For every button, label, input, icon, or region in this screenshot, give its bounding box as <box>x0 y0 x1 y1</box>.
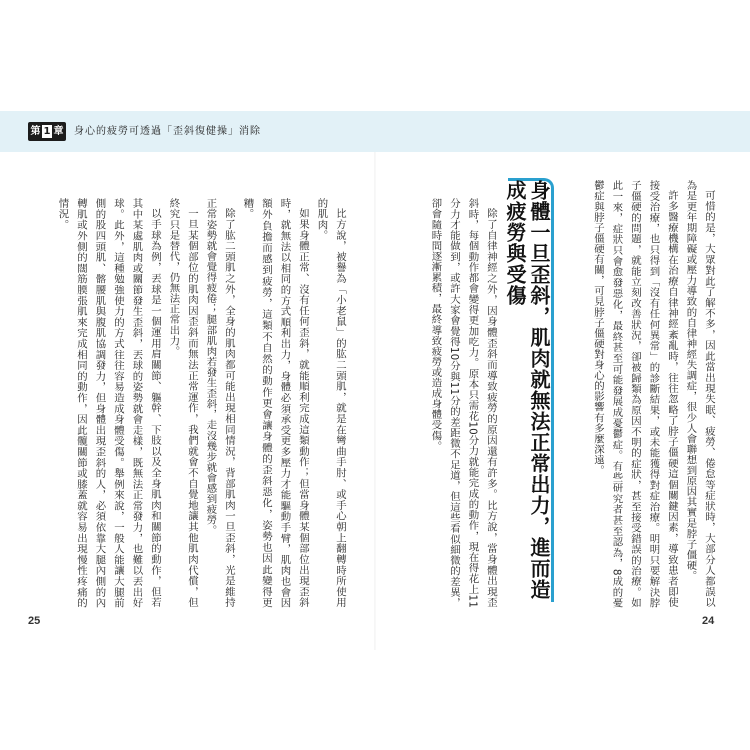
chapter-badge <box>28 122 66 141</box>
left-page-text <box>34 198 349 608</box>
page-number-right: 24 <box>702 615 715 627</box>
section-heading: 身體一旦歪斜，肌肉就無法正常出力，進而造成疲勞與受傷 <box>503 180 551 600</box>
page-gutter <box>374 152 376 650</box>
paragraph: 可惜的是，大眾對此了解不多，因此當出現失眠、疲勞、倦怠等症狀時，大部分人都誤以為是更年期障礙或壓力導致的自律神經失調症，很少人會聯想到原因其實是脖子僵硬。 <box>684 180 715 608</box>
page-number-left: 25 <box>28 615 41 627</box>
paragraph: 比方說，被譽為「小老鼠」的肱二頭肌，就是在彎曲手肘、或手心朝上翻轉時所使用的肌肉。 <box>315 198 346 608</box>
paragraph: 一旦某個部位的肌肉因歪斜而無法正常運作，我們就會不自覺地讓其他肌肉代償，但終究只是替代，仍無法正常出力。 <box>167 198 198 608</box>
paragraph: 除了肱二頭肌之外，全身的肌肉都可能出現相同情況，背部肌肉一旦歪斜，光是維持正常姿勢就會覺得疲倦；腿部肌肉若發生歪斜，走沒幾步就會感到疲勞。 <box>204 198 235 608</box>
chapter-title: 身心的疲勞可透過「歪斜復健操」消除 <box>74 126 261 137</box>
paragraph: 許多醫療機構在治療自律神經紊亂時，往往忽略了脖子僵硬這個關鍵因素，導致患者即使接受治療，也只得到「沒有任何異常」的診斷結果，或未能獲得對症治療。明明只要解決脖子僵硬的問題，就能立刻改善狀況，卻被歸類為原因不明的症狀，甚至接受錯誤的治療。如此一來，症狀只會愈發惡化，最終甚至可能發展成憂鬱症。有些研究者甚至認為，8成的憂鬱症與脖子僵硬有關，可見脖子僵硬對身心的影響有多麼深遠。 <box>592 180 678 608</box>
chapter-prefix: 第 <box>30 126 41 137</box>
right-page-section-text <box>400 198 500 608</box>
chapter-suffix: 章 <box>53 126 64 137</box>
paragraph: 以手球為例，丟球是一個運用肩關節、軀幹、下肢以及全身肌肉和關節的動作，但若其中某處肌肉或關節發生歪斜，丟球的姿勢就會走樣，既無法正常發力，也難以丟出好球。此外，這種勉強使力的方式往往容易造成身體受傷。舉例來說，一般人能讓大腿前側的股四頭肌、髂腰肌與腹肌協調發力，但身體出現歪斜的人，必須依靠大腿內側的內轉肌或外側的闊筋膜張肌來完成相同的動作，因此髖關節或膝蓋就容易出現慢性疼痛的情況。 <box>56 198 161 608</box>
paragraph: 除了自律神經之外，因身體歪斜而導致疲勞的原因還有許多。比方說，當身體出現歪斜時，每個動作都會變得更加吃力。原本只需花10分力就能完成的動作，現在得花上11分力才能做到，或許大家會覺得10分與11分的差距微不足道，但這些看似細微的差異，卻會隨時間逐漸累積，最終導致疲勞或造成身體受傷。 <box>429 198 497 608</box>
chapter-number: 1 <box>43 126 51 137</box>
right-page-intro-text <box>552 180 718 608</box>
paragraph: 如果身體正常、沒有任何歪斜，就能順利完成這類動作；但當身體某個部位出現歪斜時，就無法以相同的方式順利出力，身體必須承受更多壓力才能驅動手臂，肌肉也會因額外負擔而感到疲勞，這類不自然的動作更會讓身體的歪斜惡化，姿勢也因此變得更糟。 <box>241 198 309 608</box>
